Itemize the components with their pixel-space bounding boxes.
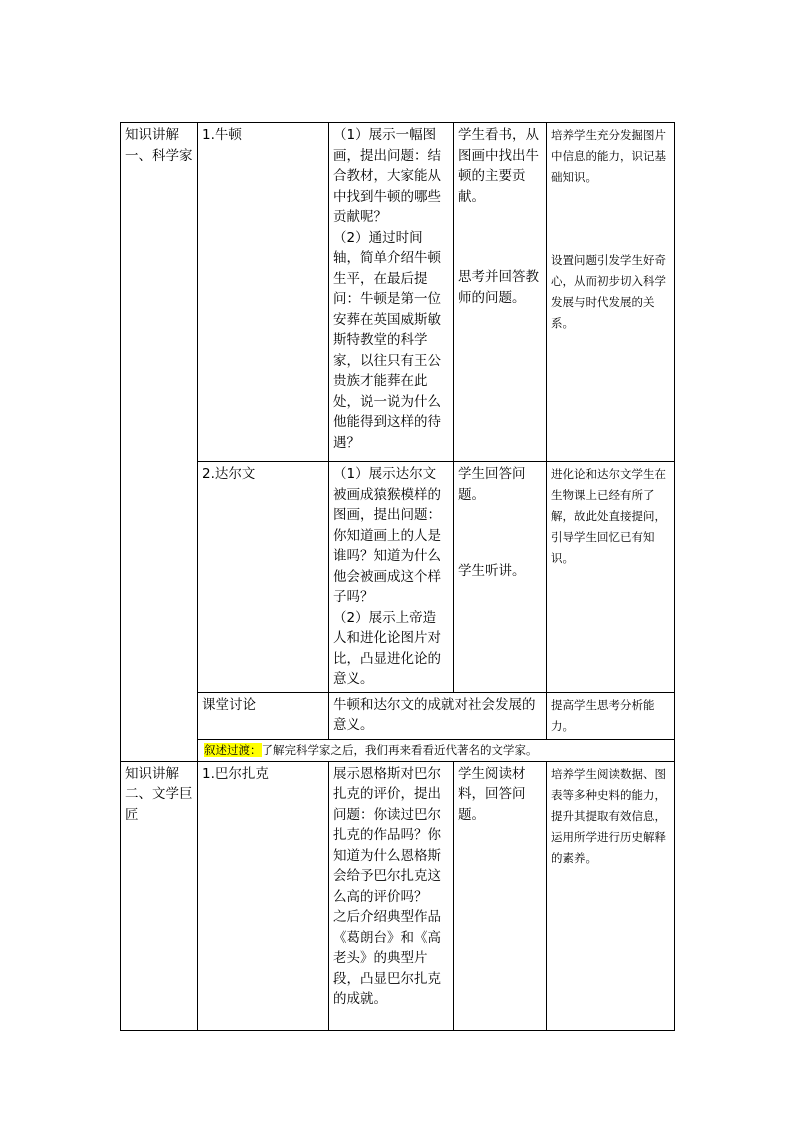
design-intent-cell: 进化论和达尔文学生在生物课上已经有所了解，故此处直接提问，引导学生回忆已有知识。 [547, 462, 675, 693]
teacher-activity-cell: 牛顿和达尔文的成就对社会发展的意义。 [329, 692, 547, 739]
student-activity-text: 学生看书，从图画中找出牛顿的主要贡献。 [458, 127, 539, 205]
teacher-activity-text: （2）展示上帝造人和进化论图片对比，凸显进化论的意义。 [333, 609, 441, 687]
student-activity-cell: 学生阅读材料，回答问题。 [454, 761, 547, 1030]
transition-text: 了解完科学家之后，我们再来看看近代著名的文学家。 [261, 742, 538, 757]
table-row [121, 462, 675, 693]
design-intent-text: 设置问题引发学生好奇心，从而初步切入科学发展与时代发展的关系。 [551, 253, 666, 330]
teacher-activity-text: 展示恩格斯对巴尔扎克的评价，提出问题：你读过巴尔扎克的作品吗？你知道为什么恩格斯会给予巴尔扎克这么高的评价吗？ [333, 765, 441, 905]
student-activity-text: 思考并回答教师的问题。 [458, 269, 539, 306]
topic-cell: 1.巴尔扎克 [198, 761, 329, 1030]
teacher-activity-text: 之后介绍典型作品《葛朗台》和《高老头》的典型片段，凸显巴尔扎克的成就。 [333, 909, 441, 1007]
transition-label: 叙述过渡： [204, 742, 262, 757]
design-intent-text: 培养学生充分发掘图片中信息的能力，识记基础知识。 [551, 128, 666, 184]
design-intent-cell [547, 123, 675, 462]
table-row [121, 761, 675, 1030]
lesson-plan-table-wrapper [120, 122, 674, 1031]
student-activity-text: 学生听讲。 [458, 563, 526, 579]
section-cell: 知识讲解二、文学巨匠 [121, 761, 198, 1030]
design-intent-cell: 提高学生思考分析能力。 [547, 692, 675, 739]
teacher-activity-cell [329, 123, 454, 462]
transition-cell [198, 739, 675, 761]
student-activity-cell [454, 123, 547, 462]
teacher-activity-text: （1）展示达尔文被画成猿猴模样的图画，提出问题：你知道画上的人是谁吗？知道为什么他会被画成这个样子吗？ [333, 466, 441, 605]
topic-cell: 1.牛顿 [198, 123, 329, 462]
topic-cell: 2.达尔文 [198, 462, 329, 693]
teacher-activity-cell [329, 761, 454, 1030]
teacher-activity-text: （2）通过时间轴，简单介绍牛顿生平，在最后提问：牛顿是第一位安葬在英国威斯敏斯特教堂的科学家，以往只有王公贵族才能葬在此处，说一说为什么他能得到这样的待遇？ [333, 229, 441, 451]
teacher-activity-text: （1）展示一幅图画，提出问题：结合教材，大家能从中找到牛顿的哪些贡献呢？ [333, 127, 441, 225]
section-cell: 知识讲解一、科学家 [121, 123, 198, 762]
table-row [121, 692, 675, 739]
table-row [121, 123, 675, 462]
student-activity-cell [454, 462, 547, 693]
table-row [121, 739, 675, 761]
teacher-activity-cell [329, 462, 454, 693]
student-activity-text: 学生回答问题。 [458, 466, 526, 503]
lesson-plan-table [120, 122, 675, 1031]
design-intent-cell: 培养学生阅读数据、图表等多种史料的能力，提升其提取有效信息，运用所学进行历史解释的素养。 [547, 761, 675, 1030]
topic-cell: 课堂讨论 [198, 692, 329, 739]
